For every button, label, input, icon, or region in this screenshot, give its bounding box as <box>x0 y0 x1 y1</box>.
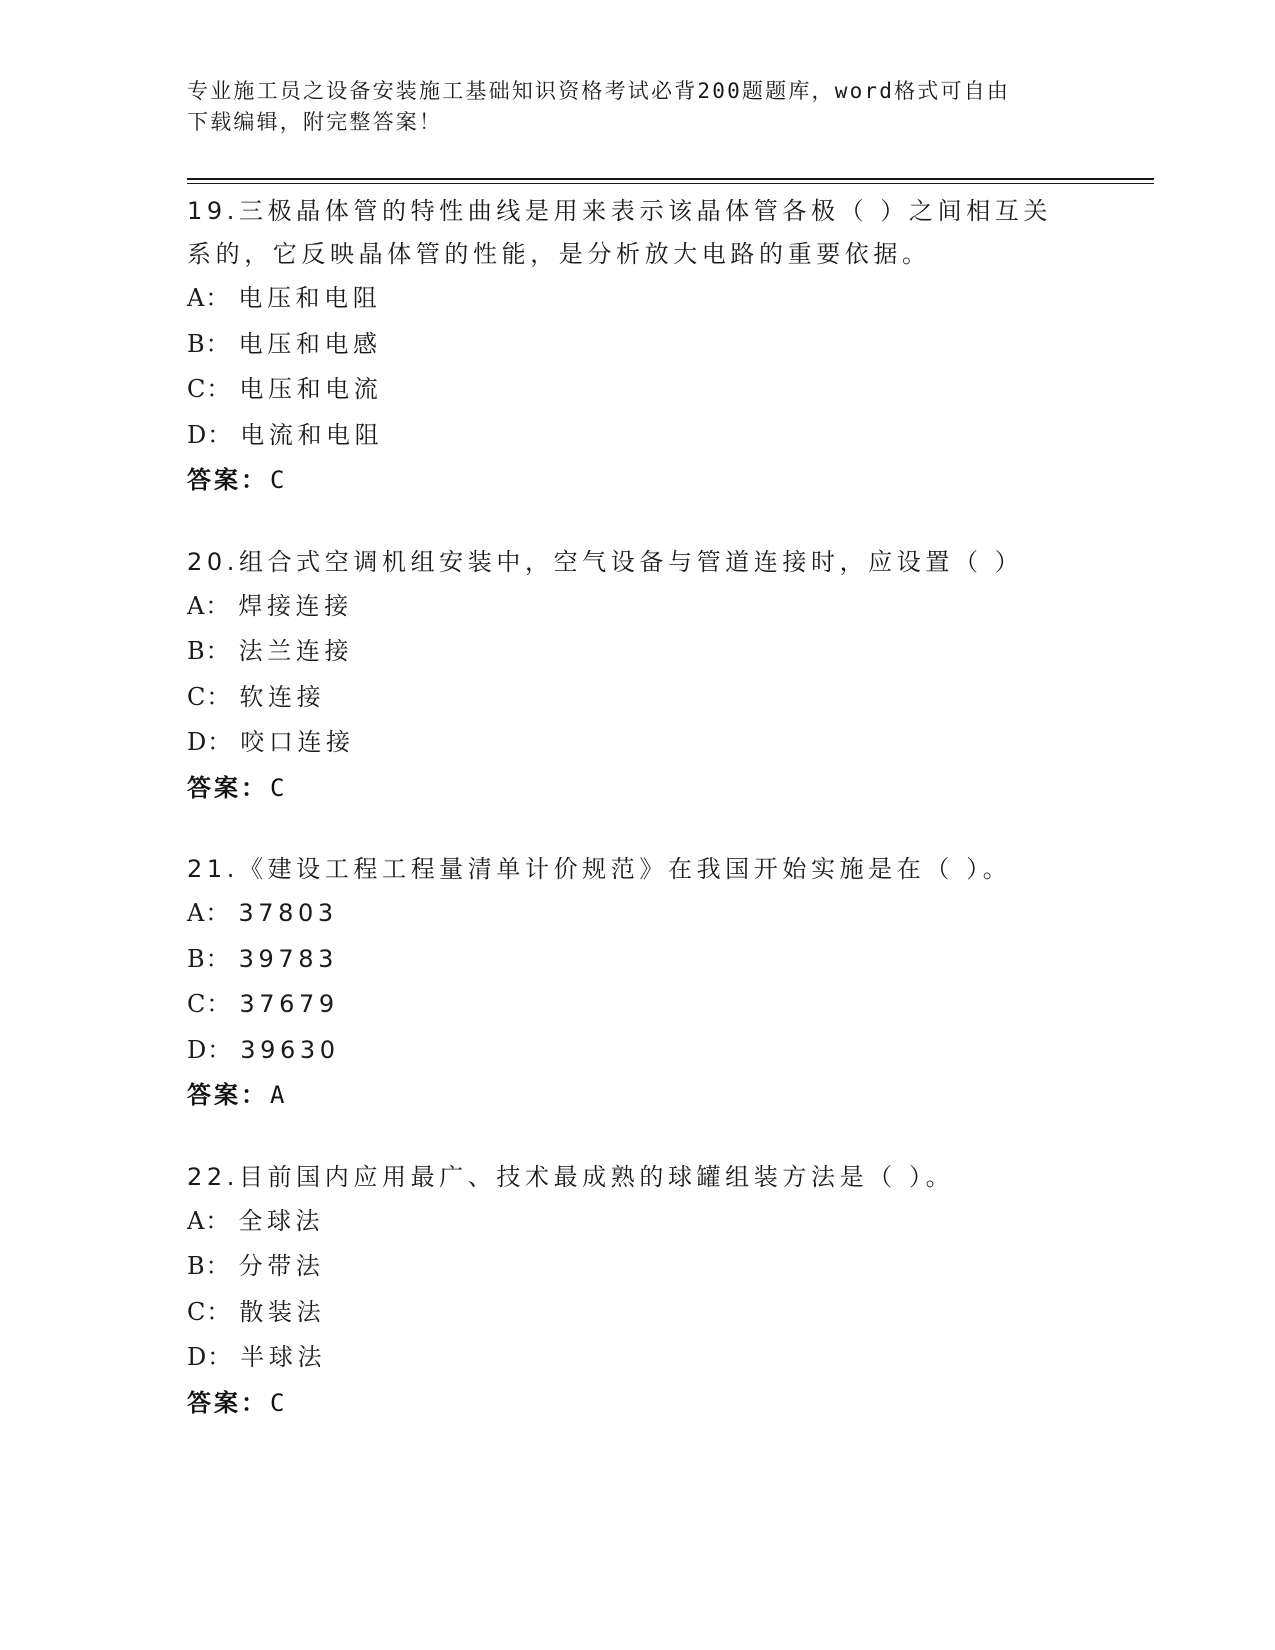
option-key: D： <box>187 1343 233 1371</box>
option-text: 39630 <box>240 1035 340 1064</box>
option-key: A： <box>187 284 231 312</box>
option-d <box>187 413 1087 459</box>
option-key: B： <box>187 944 231 973</box>
option-key: B： <box>187 637 231 665</box>
document-header <box>187 76 1087 138</box>
question-stem-line: 系的，它反映晶体管的性能，是分析放大电路的重要依据。 <box>187 240 931 268</box>
question-19 <box>187 190 1087 504</box>
question-stem-line: 21.《建设工程工程量清单计价规范》在我国开始实施是在（ ）。 <box>187 855 1012 883</box>
option-text: 电压和电流 <box>239 375 383 403</box>
answer-label: 答案： <box>187 1081 268 1109</box>
answer-line <box>187 1073 1087 1119</box>
answer-value: C <box>270 466 288 494</box>
option-d <box>187 1028 1087 1074</box>
answer-value: C <box>270 1388 288 1417</box>
answer-value: C <box>270 773 288 802</box>
option-a <box>187 584 1087 630</box>
header-divider-thick <box>187 178 1154 180</box>
option-key: A： <box>187 591 231 620</box>
option-text: 法兰连接 <box>238 637 354 665</box>
option-key: D： <box>187 1035 233 1064</box>
option-key: C： <box>187 375 232 403</box>
option-key: C： <box>187 1297 232 1326</box>
question-stem-line: 22.目前国内应用最广、技术最成熟的球罐组装方法是（ ）。 <box>187 1162 955 1191</box>
option-text: 39783 <box>238 944 338 973</box>
question-22 <box>187 1156 1087 1427</box>
question-20 <box>187 541 1087 812</box>
option-c <box>187 1290 1087 1336</box>
header-line-1: 专业施工员之设备安装施工基础知识资格考试必背200题题库，word格式可自由 <box>187 79 1011 103</box>
header-line-2: 下载编辑，附完整答案！ <box>187 110 443 134</box>
question-21 <box>187 848 1087 1119</box>
option-d <box>187 720 1087 766</box>
answer-label: 答案： <box>187 466 268 494</box>
option-text: 焊接连接 <box>238 591 353 620</box>
option-key: D： <box>187 728 233 756</box>
option-a <box>187 1199 1087 1245</box>
option-b <box>187 937 1087 983</box>
answer-label: 答案： <box>187 773 268 802</box>
option-text: 散装法 <box>239 1297 326 1326</box>
option-key: C： <box>187 682 232 711</box>
header-divider-thin <box>187 183 1154 184</box>
option-b <box>187 1244 1087 1290</box>
option-c <box>187 675 1087 721</box>
option-key: A： <box>187 899 231 927</box>
question-stem-line: 20.组合式空调机组安装中，空气设备与管道连接时，应设置（ ） <box>187 547 1024 576</box>
answer-label: 答案： <box>187 1388 268 1417</box>
option-c <box>187 982 1087 1028</box>
option-key: B： <box>187 1252 231 1280</box>
answer-line <box>187 766 1087 812</box>
option-c <box>187 367 1087 413</box>
option-text: 软连接 <box>239 682 326 711</box>
option-key: D： <box>187 420 233 449</box>
option-text: 半球法 <box>240 1343 327 1371</box>
answer-value: A <box>270 1081 288 1109</box>
option-a <box>187 276 1087 322</box>
option-text: 37679 <box>239 990 339 1018</box>
option-text: 电流和电阻 <box>240 420 384 449</box>
option-key: B： <box>187 329 231 358</box>
option-text: 37803 <box>238 899 338 927</box>
option-text: 电压和电感 <box>238 329 382 358</box>
question-stem-line: 19.三极晶体管的特性曲线是用来表示该晶体管各极（ ）之间相互关 <box>187 197 1052 225</box>
question-list <box>187 190 1087 1463</box>
option-text: 分带法 <box>238 1252 325 1280</box>
option-d <box>187 1335 1087 1381</box>
answer-line <box>187 458 1087 504</box>
answer-line <box>187 1381 1087 1427</box>
option-text: 电压和电阻 <box>238 284 382 312</box>
option-text: 全球法 <box>238 1206 325 1235</box>
option-text: 咬口连接 <box>240 728 355 756</box>
option-b <box>187 322 1087 368</box>
option-b <box>187 629 1087 675</box>
option-key: C： <box>187 990 232 1018</box>
option-key: A： <box>187 1206 231 1235</box>
option-a <box>187 891 1087 937</box>
